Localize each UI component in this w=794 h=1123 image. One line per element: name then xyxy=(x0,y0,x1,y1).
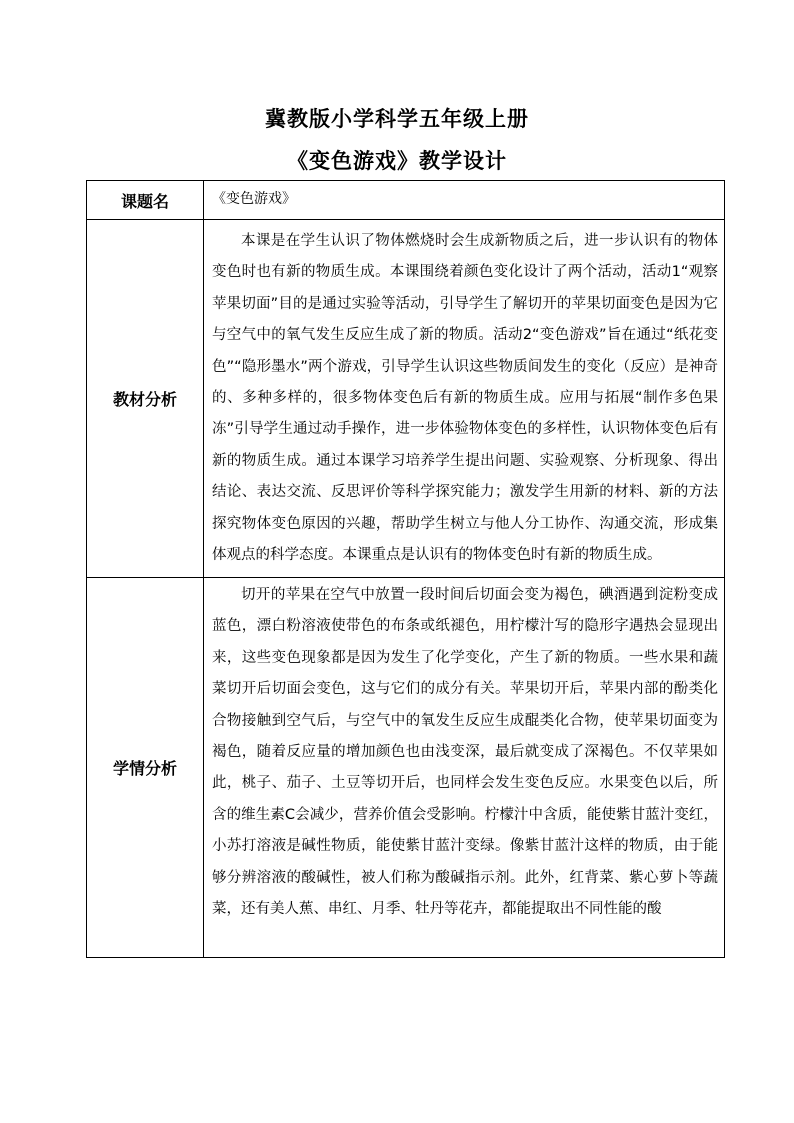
row-label-material-analysis: 教材分析 xyxy=(87,220,204,578)
student-analysis-text: 切开的苹果在空气中放置一段时间后切面会变为褐色，碘酒遇到淀粉变成蓝色，漂白粉溶液使带色的布条或纸褪色，用柠檬汁写的隐形字遇热会显现出来，这些变色现象都是因为发生了化学变化，产生了新的物质。一些水果和蔬菜切开后切面会变色，这与它们的成分有关。苹果切开后，苹果内部的酚类化合物接触到空气后，与空气中的氧发生反应生成醌类化合物，使苹果切面变为褐色，随着反应量的增加颜色也由浅变深，最后就变成了深褐色。不仅苹果如此，桃子、茄子、土豆等切开后，也同样会发生变色反应。水果变色以后，所含的维生素C会减少，营养价值会受影响。柠檬汁中含质，能使紫甘蓝汁变红，小苏打溶液是碱性物质，能使紫甘蓝汁变绿。像紫甘蓝汁这样的物质，由于能够分辨溶液的酸碱性，被人们称为酸碱指示剂。此外，红背菜、紫心萝卜等蔬菜，还有美人蕉、串红、月季、牡丹等花卉，都能提取出不同性能的酸 xyxy=(212,586,718,918)
lesson-design-table xyxy=(86,180,725,958)
row-content-student-analysis xyxy=(204,578,725,958)
document-subtitle: 《变色游戏》教学设计 xyxy=(287,148,507,173)
row-content-topic: 《变色游戏》 xyxy=(204,181,725,220)
table-row-material-analysis xyxy=(87,220,725,578)
student-analysis-clip xyxy=(212,580,718,957)
table-row-student-analysis xyxy=(87,578,725,958)
material-analysis-text: 本课是在学生认识了物体燃烧时会生成新物质之后，进一步认识有的物体变色时也有新的物质生成。本课围绕着颜色变化设计了两个活动，活动1“观察苹果切面”目的是通过实验等活动，引导学生了解切开的苹果切面变色是因为它与空气中的氧气发生反应生成了新的物质。活动2“变色游戏”旨在通过“纸花变色”“隐形墨水”两个游戏，引导学生认识这些物质间发生的变化（反应）是神奇的、多种多样的，很多物体变色后有新的物质生成。应用与拓展“制作多色果冻”引导学生通过动手操作，进一步体验物体变色的多样性，认识物体变色后有新的物质生成。通过本课学习培养学生提出问题、实验观察、分析现象、得出结论、表达交流、反思评价等科学探究能力；激发学生用新的材料、新的方法探究物体变色原因的兴趣，帮助学生树立与他人分工协作、沟通交流，形成集体观点的科学态度。本课重点是认识有的物体变色时有新的物质生成。 xyxy=(212,233,718,564)
table-row-topic xyxy=(87,181,725,220)
row-label-topic: 课题名 xyxy=(87,181,204,220)
row-content-material-analysis xyxy=(204,220,725,578)
document-title: 冀教版小学科学五年级上册 xyxy=(265,106,529,131)
row-label-student-analysis: 学情分析 xyxy=(87,578,204,958)
